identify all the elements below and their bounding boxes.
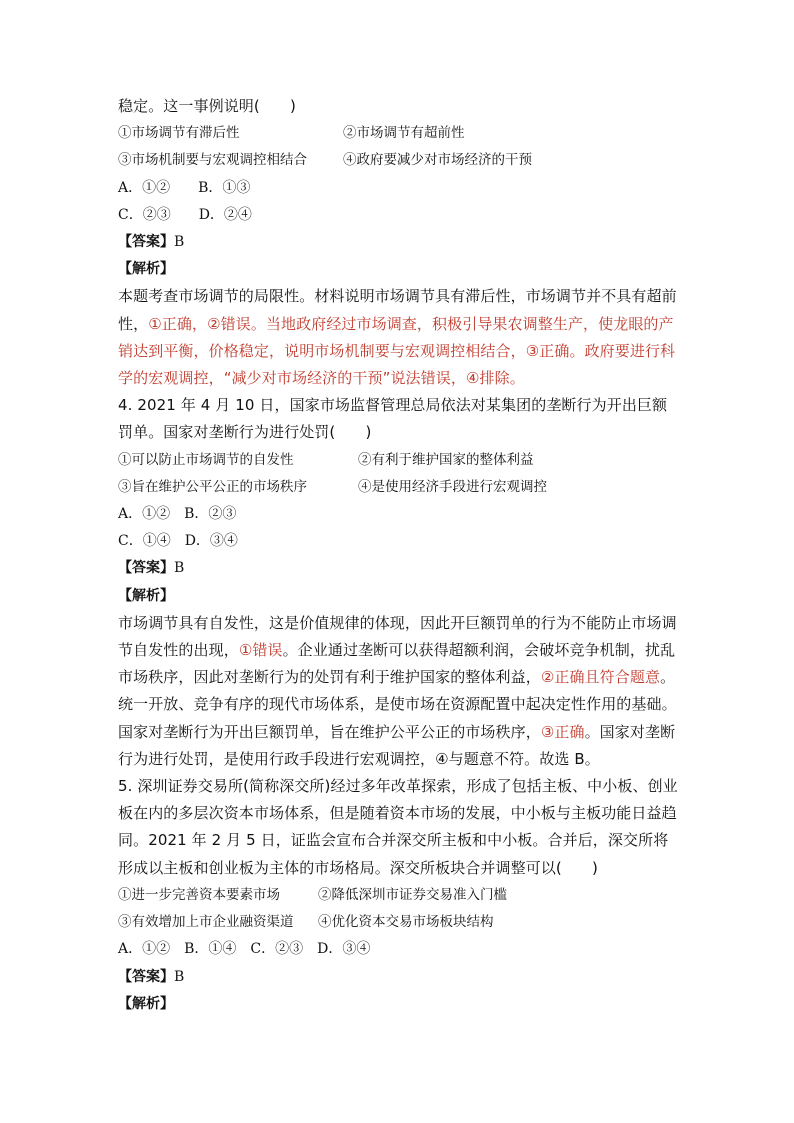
q4-option-4: ④是使用经济手段进行宏观调控 — [358, 478, 547, 495]
analysis-segment: 。国家对垄断行为进行处罚，是使用行政手段进行宏观调控，④与题意不符。故选 B。 — [118, 722, 676, 768]
q4-choices-row-2: C．①④ D．③④ — [118, 533, 238, 550]
analysis-segment: 市场调节具有自发性，这是价值规律的体现，因此开巨额罚单的行为不能防止市场调节自发性的出现， — [118, 613, 677, 660]
answer-value: B — [174, 968, 185, 985]
q4-option-2: ②有利于维护国家的整体利益 — [358, 451, 534, 468]
answer-label: 【答案】 — [118, 968, 174, 985]
q3-option-4: ④政府要减少对市场经济的干预 — [343, 152, 532, 169]
answer-label: 【答案】 — [118, 560, 174, 577]
q4-options-row-2 — [118, 474, 678, 501]
q5-option-4: ④优化资本交易市场板块结构 — [318, 914, 494, 931]
q3-option-1: ①市场调节有滞后性 — [118, 125, 240, 142]
q5-options-row-1 — [118, 882, 678, 909]
analysis-segment: ②正确且符合题意 — [540, 668, 661, 687]
q5-choices: A．①② B．①④ C．②③ D．③④ — [118, 941, 371, 958]
q3-choices-row-1: A．①② B．①③ — [118, 179, 251, 196]
q3-option-2: ②市场调节有超前性 — [343, 125, 465, 142]
analysis-segment: ③正确 — [540, 722, 585, 741]
analysis-segment: 本题考查市场调节的局限性。材料说明市场调节具有滞后性，市场调节并不具有超前性， — [118, 287, 677, 333]
q3-analysis-text — [118, 283, 678, 392]
q3-choices-row-2: C．②③ D．②④ — [118, 206, 252, 223]
analysis-segment: 。统一开放、竞争有序的现代市场体系，是使市场在资源配置中起决定性作用的基础。国家对垄断行为开出巨额罚单，旨在维护公平公正的市场秩序， — [118, 668, 677, 741]
q5-option-3: ③有效增加上市企业融资渠道 — [118, 914, 294, 931]
q3-option-3: ③市场机制要与宏观调控相结合 — [118, 152, 307, 169]
q3-options-row-2 — [118, 147, 678, 174]
answer-label: 【答案】 — [118, 234, 174, 251]
q4-choices-row-1: A．①② B．②③ — [118, 506, 237, 523]
analysis-segment: 正确，②错误。当地政府经过市场调查，积极引导果农调整生产，使龙眼的产销达到平衡，价格稳定，说明市场机制要与宏观调控相结合，③正确。政府要进行科学的宏观调控，“减少对市场经济的干预”说法错误，④排除。 — [118, 314, 676, 388]
q4-analysis-text — [118, 610, 678, 773]
q5-option-1: ①进一步完善资本要素市场 — [118, 886, 280, 903]
q5-analysis-label: 【解析】 — [118, 995, 174, 1012]
q4-option-1: ①可以防止市场调节的自发性 — [118, 451, 294, 468]
analysis-segment: ①错误 — [238, 641, 283, 660]
q5-option-2: ②降低深圳市证券交易准入门槛 — [318, 886, 507, 903]
q3-stem-tail: 稳定。这一事例说明( ) — [118, 97, 297, 115]
q3-options-row-1 — [118, 120, 678, 147]
q5-answer — [118, 964, 678, 991]
exam-page — [118, 93, 678, 1018]
analysis-segment: ① — [148, 314, 162, 333]
q4-analysis-label: 【解析】 — [118, 587, 174, 604]
answer-value: B — [174, 560, 185, 577]
q3-analysis-label: 【解析】 — [118, 261, 174, 278]
q5-stem: 5. 深圳证券交易所(简称深交所)经过多年改革探索，形成了包括主板、中小板、创业板在内的多层次资本市场体系，但是随着资本市场的发展，中小板与主板功能日益趋同。2021 年 2 月 5 日，证监会宣布合并深交所主板和中小板。合并后，深交所将形成以主板和创业板为主体的市场格局。深交所板块合并调整可以( ) — [118, 777, 678, 877]
q4-answer — [118, 555, 678, 582]
q3-answer — [118, 229, 678, 256]
q5-options-row-2 — [118, 909, 678, 936]
analysis-segment: 。企业通过垄断可以获得超额利润，会破坏竞争机制，扰乱市场秩序，因此对垄断行为的处罚有利于维护国家的整体利益， — [118, 641, 676, 687]
q4-options-row-1 — [118, 447, 678, 474]
q4-stem: 4. 2021 年 4 月 10 日，国家市场监督管理总局依法对某集团的垄断行为开出巨额罚单。国家对垄断行为进行处罚( ) — [118, 396, 668, 442]
q4-option-3: ③旨在维护公平公正的市场秩序 — [118, 478, 307, 495]
answer-value: B — [174, 234, 185, 251]
